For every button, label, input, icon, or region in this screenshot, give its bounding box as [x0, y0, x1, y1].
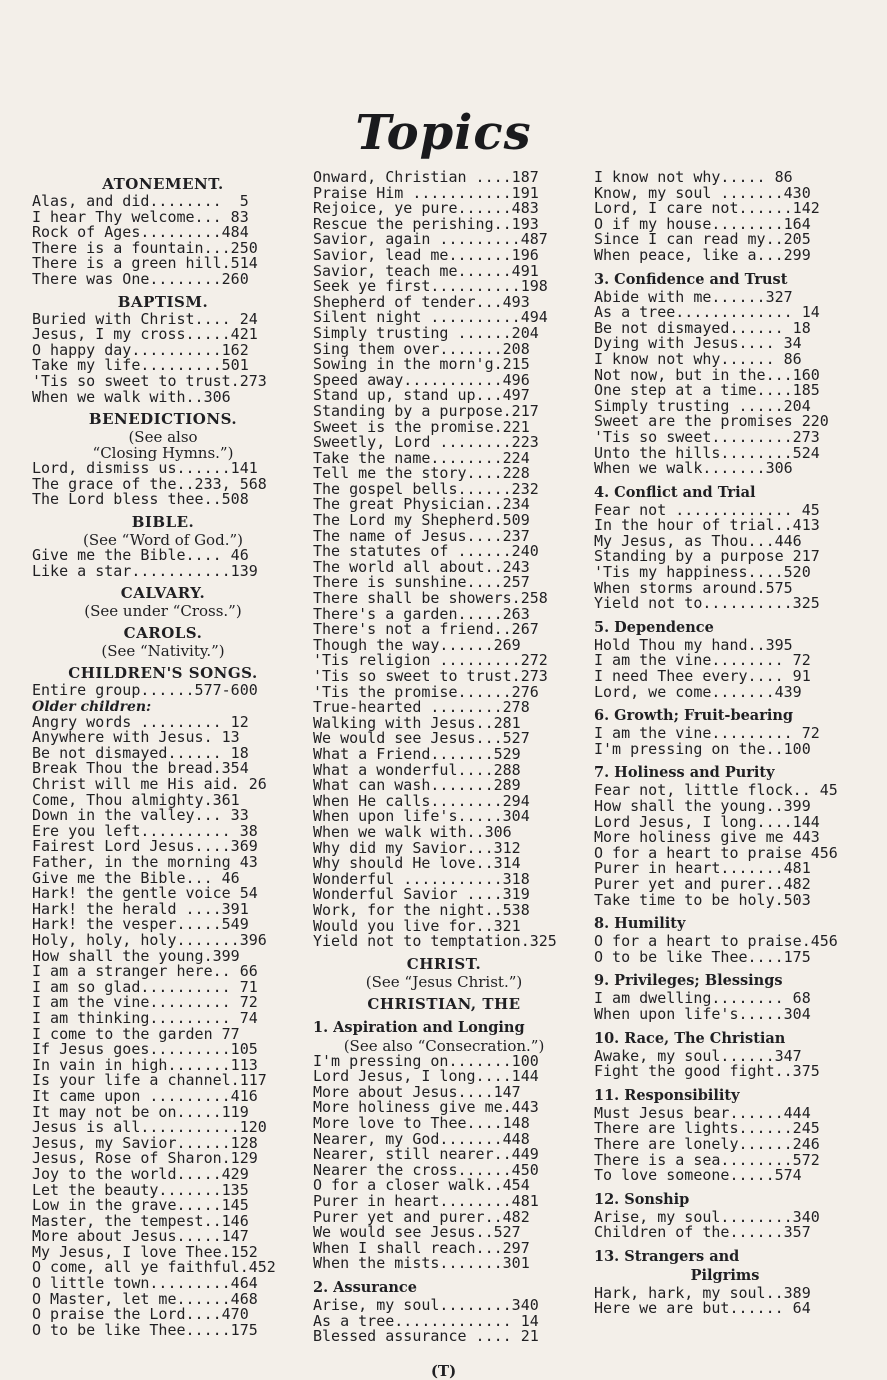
- index-entry: Savior, teach me......491: [313, 263, 539, 280]
- index-entry: Come, Thou almighty.361: [32, 792, 240, 809]
- index-entry: When we walk with..306: [313, 824, 512, 841]
- index-entry: There are lonely......246: [594, 1136, 820, 1153]
- index-entry: I am dwelling........ 68: [594, 991, 811, 1007]
- index-entry: I come to the garden 77: [32, 1026, 240, 1043]
- index-entry: When upon life's.....304: [594, 1006, 811, 1023]
- index-entry: Yield not to..........325: [594, 596, 820, 612]
- topic-heading: CHRIST.: [406, 954, 482, 973]
- index-entry: Simply trusting ......204: [313, 325, 539, 342]
- index-entry: There is a green hill.514: [32, 256, 258, 272]
- index-entry: There is a sea........572: [594, 1152, 820, 1169]
- index-entry: Give me the Bible... 46: [32, 870, 240, 887]
- index-entry: The gospel bells......232: [313, 481, 539, 498]
- index-entry: Ere you left.......... 38: [32, 823, 258, 840]
- index-entry: I am a stranger here.. 66: [32, 964, 258, 980]
- cross-reference-note: (See “Jesus Christ.”): [365, 972, 523, 991]
- index-entry: In vain in high.......113: [32, 1057, 258, 1074]
- index-column-3: [594, 170, 856, 1317]
- index-entry: When upon life's.....304: [313, 809, 530, 825]
- index-entry: Hark! the vesper.....549: [32, 917, 249, 933]
- index-entry: O for a heart to praise.456: [594, 934, 838, 950]
- index-entry: Jesus is all...........120: [32, 1120, 267, 1136]
- index-entry: Down in the valley... 33: [32, 808, 249, 824]
- index-entry: Purer in heart........481: [313, 1194, 539, 1210]
- index-entry: O for a closer walk..454: [313, 1178, 530, 1195]
- subtopic-heading: 12. Sonship: [594, 1190, 690, 1208]
- index-entry: Savior, again .........487: [313, 232, 548, 248]
- index-column-1: [32, 170, 294, 1338]
- index-entry: More holiness give me.443: [313, 1100, 539, 1117]
- index-entry: Fear not ............. 45: [594, 502, 820, 519]
- index-entry: O come, all ye faithful.452: [32, 1260, 276, 1277]
- index-entry: I am so glad.......... 71: [32, 979, 258, 996]
- index-entry: I am the vine......... 72: [594, 726, 820, 742]
- index-column-2: [313, 170, 575, 1345]
- subtopic-heading: 6. Growth; Fruit-bearing: [594, 707, 794, 725]
- cross-reference-note: (See also “Consecration.”): [343, 1036, 545, 1055]
- cross-reference-note: (See under “Cross.”): [84, 602, 242, 621]
- subtopic-heading: 9. Privileges; Blessings: [594, 972, 783, 990]
- index-entry: Hold Thou my hand..395: [594, 637, 793, 654]
- index-entry: Rejoice, ye pure......483: [313, 201, 539, 217]
- index-entry: Sweetly, Lord ........223: [313, 435, 539, 451]
- index-entry: Let the beauty.......135: [32, 1182, 249, 1199]
- index-entry: Must Jesus bear......444: [594, 1105, 811, 1122]
- index-entry: Be not dismayed...... 18: [32, 745, 249, 762]
- index-entry: 'Tis so sweet to trust.273: [313, 669, 548, 685]
- index-entry: Since I can read my..205: [594, 232, 811, 248]
- index-entry: The world all about..243: [313, 559, 530, 576]
- index-entry: Why should He love..314: [313, 856, 521, 872]
- index-entry: Be not dismayed...... 18: [594, 320, 811, 337]
- subtopic-heading: 7. Holiness and Purity: [594, 764, 775, 782]
- index-entry: When storms around.575: [594, 580, 793, 597]
- index-entry: I know not why..... 86: [594, 170, 793, 186]
- index-entry: 'Tis so sweet.........273: [594, 429, 820, 446]
- index-entry: Lord Jesus, I long....144: [313, 1069, 539, 1085]
- index-entry: More holiness give me 443: [594, 830, 820, 846]
- index-entry: We would see Jesus..527: [313, 1225, 521, 1241]
- subtopic-heading: 2. Assurance: [313, 1279, 417, 1296]
- index-entry: Blessed assurance .... 21: [313, 1329, 539, 1345]
- index-entry: More about Jesus....147: [313, 1084, 521, 1101]
- index-entry: Give me the Bible.... 46: [32, 547, 249, 564]
- index-entry: Hark! the gentle voice 54: [32, 886, 258, 902]
- index-entry: As a tree............. 14: [313, 1313, 539, 1330]
- subtopic-heading: 10. Race, The Christian: [594, 1029, 786, 1047]
- index-entry: It came upon .........416: [32, 1088, 258, 1105]
- topic-heading: CHILDREN'S SONGS.: [68, 664, 258, 683]
- index-entry: Sweet are the promises 220: [594, 414, 829, 430]
- index-entry: Fairest Lord Jesus....369: [32, 839, 258, 856]
- index-entry: To love someone.....574: [594, 1168, 802, 1184]
- cross-reference-note: “Closing Hymns.”): [92, 444, 234, 463]
- index-entry: Unto the hills........524: [594, 445, 820, 462]
- index-entry: Speed away...........496: [313, 372, 530, 389]
- index-entry: Fear not, little flock.. 45: [594, 783, 838, 799]
- index-entry: Master, the tempest..146: [32, 1213, 249, 1230]
- index-entry: 'Tis the promise......276: [313, 684, 539, 701]
- index-entry: We would see Jesus...527: [313, 731, 530, 747]
- index-entry: Arise, my soul........340: [313, 1298, 539, 1314]
- index-entry: Wonderful Savior ....319: [313, 887, 530, 903]
- index-entry: Simply trusting .....204: [594, 398, 811, 415]
- index-entry: I'm pressing on.......100: [313, 1053, 539, 1070]
- index-entry: Fight the good fight..375: [594, 1064, 820, 1080]
- index-entry: O little town.........464: [32, 1276, 258, 1292]
- index-entry: O Master, let me......468: [32, 1291, 258, 1308]
- subtopic-heading: 8. Humility: [594, 915, 686, 933]
- index-entry: I am the vine........ 72: [594, 653, 811, 670]
- index-entry: There's not a friend..267: [313, 622, 539, 638]
- index-entry: Abide with me......327: [594, 289, 793, 306]
- index-entry: Buried with Christ.... 24: [32, 311, 258, 328]
- index-entry: Like a star...........139: [32, 563, 258, 580]
- index-entry: Entire group......577-600: [32, 683, 258, 699]
- index-entry: Is your life a channel.117: [32, 1073, 267, 1089]
- index-entry: Though the way......269: [313, 637, 521, 654]
- index-entry: My Jesus, I love Thee.152: [32, 1244, 258, 1261]
- index-entry: Sing them over.......208: [313, 341, 530, 358]
- index-entry: As a tree............. 14: [594, 305, 820, 321]
- index-entry: Rock of Ages.........484: [32, 225, 249, 241]
- index-entry: I know not why...... 86: [594, 351, 802, 368]
- index-entry: Nearer, my God.......448: [313, 1131, 530, 1148]
- index-entry: When He calls........294: [313, 793, 530, 810]
- index-entry: Hark! the herald ....391: [32, 901, 249, 918]
- index-entry: The Lord my Shepherd.509: [313, 513, 530, 529]
- index-entry: When I shall reach...297: [313, 1240, 530, 1257]
- index-entry: If Jesus goes.........105: [32, 1042, 258, 1058]
- index-entry: Work, for the night..538: [313, 902, 530, 919]
- index-entry: Jesus, Rose of Sharon.129: [32, 1151, 258, 1167]
- cross-reference-note: (See also: [128, 428, 198, 447]
- index-entry: Why did my Savior...312: [313, 840, 521, 857]
- index-entry: Know, my soul .......430: [594, 185, 811, 202]
- index-entry: O to be like Thee....175: [594, 949, 811, 966]
- index-entry: Lord, I care not......142: [594, 201, 820, 217]
- topic-heading: CHRISTIAN, THE: [367, 994, 521, 1013]
- index-entry: When we walk with..306: [32, 389, 231, 406]
- cross-reference-note: (See “Word of God.”): [83, 530, 243, 549]
- index-entry: Joy to the world.....429: [32, 1166, 249, 1183]
- page-folio: (T): [430, 1362, 457, 1380]
- index-entry: What can wash.......289: [313, 778, 521, 794]
- index-entry: Father, in the morning 43: [32, 855, 258, 871]
- index-entry: Silent night ..........494: [313, 310, 548, 326]
- index-entry: Nearer, still nearer..449: [313, 1147, 539, 1163]
- index-entry: When the mists.......301: [313, 1256, 530, 1272]
- index-entry: 'Tis my happiness....520: [594, 565, 811, 581]
- index-entry: Standing by a purpose.217: [313, 403, 539, 420]
- index-entry: Holy, holy, holy.......396: [32, 933, 267, 949]
- subtopic-heading: 1. Aspiration and Longing: [313, 1018, 525, 1036]
- index-entry: In the hour of trial..413: [594, 518, 820, 534]
- index-entry: Yield not to temptation.325: [313, 934, 557, 950]
- index-entry: When peace, like a...299: [594, 247, 811, 264]
- index-entry: There shall be showers.258: [313, 591, 548, 607]
- index-entry: The Lord bless thee..508: [32, 492, 249, 508]
- index-entry: Lord, we come.......439: [594, 684, 802, 701]
- index-entry: The name of Jesus....237: [313, 528, 530, 545]
- index-entry: Dying with Jesus.... 34: [594, 336, 802, 352]
- index-entry: Children of the......357: [594, 1225, 811, 1241]
- index-entry: I'm pressing on the..100: [594, 741, 811, 758]
- index-entry: It may not be on.....119: [32, 1104, 249, 1121]
- index-entry: Awake, my soul......347: [594, 1048, 802, 1065]
- index-entry: Here we are but...... 64: [594, 1301, 811, 1318]
- index-entry: More love to Thee....148: [313, 1116, 530, 1132]
- index-entry: What a wonderful....288: [313, 762, 521, 779]
- subtopic-heading: 4. Conflict and Trial: [594, 483, 756, 501]
- index-entry: There was One........260: [32, 271, 249, 288]
- index-entry: Christ will me His aid. 26: [32, 777, 267, 793]
- subgroup-label: Older children:: [32, 698, 152, 715]
- subtopic-heading: 13. Strangers and: [594, 1247, 740, 1265]
- page-title: Topics: [355, 105, 532, 161]
- index-entry: Anywhere with Jesus. 13: [32, 730, 240, 746]
- index-entry: One step at a time....185: [594, 383, 820, 399]
- index-entry: Stand up, stand up...497: [313, 388, 530, 404]
- subtopic-heading: Pilgrims: [690, 1266, 760, 1284]
- index-entry: My Jesus, as Thou...446: [594, 533, 802, 550]
- index-entry: Purer yet and purer..482: [313, 1209, 530, 1226]
- topic-heading: CAROLS.: [123, 624, 203, 643]
- index-entry: Break Thou the bread.354: [32, 761, 249, 778]
- index-entry: Take my life.........501: [32, 358, 249, 374]
- index-entry: Purer yet and purer..482: [594, 876, 811, 893]
- index-entry: Low in the grave.....145: [32, 1198, 249, 1214]
- index-entry: Seek ye first..........198: [313, 279, 548, 295]
- index-entry: I hear Thy welcome... 83: [32, 209, 249, 226]
- index-entry: I am thinking......... 74: [32, 1010, 258, 1027]
- index-entry: There's a garden.....263: [313, 606, 530, 623]
- index-entry: 'Tis religion .........272: [313, 653, 548, 669]
- index-entry: Nearer the cross......450: [313, 1162, 539, 1179]
- index-entry: Savior, lead me.......196: [313, 247, 539, 264]
- subtopic-heading: 5. Dependence: [594, 618, 714, 636]
- index-entry: More about Jesus.....147: [32, 1229, 249, 1245]
- index-entry: 'Tis so sweet to trust.273: [32, 373, 267, 390]
- index-entry: Rescue the perishing..193: [313, 216, 539, 233]
- index-entry: How shall the young..399: [594, 799, 811, 815]
- topic-heading: BIBLE.: [131, 512, 195, 531]
- index-entry: Jesus, my Savior......128: [32, 1135, 258, 1152]
- index-entry: Alas, and did........ 5: [32, 194, 249, 210]
- cross-reference-note: (See “Nativity.”): [101, 642, 225, 661]
- index-entry: Tell me the story....228: [313, 466, 530, 482]
- index-entry: Arise, my soul........340: [594, 1209, 820, 1226]
- index-entry: There are lights......245: [594, 1121, 820, 1137]
- index-entry: How shall the young.399: [32, 948, 240, 965]
- index-entry: O for a heart to praise 456: [594, 845, 838, 862]
- subtopic-heading: 11. Responsibility: [594, 1086, 740, 1104]
- index-entry: Shepherd of tender...493: [313, 294, 530, 311]
- index-entry: O happy day..........162: [32, 342, 249, 359]
- index-entry: Standing by a purpose 217: [594, 549, 820, 566]
- index-entry: Take time to be holy.503: [594, 892, 811, 909]
- topic-heading: CALVARY.: [120, 584, 206, 603]
- index-entry: There is a fountain...250: [32, 240, 258, 257]
- index-entry: True-hearted ........278: [313, 700, 530, 716]
- index-entry: O if my house........164: [594, 216, 811, 233]
- index-entry: Would you live for..321: [313, 918, 521, 935]
- index-entry: Onward, Christian ....187: [313, 170, 539, 186]
- index-entry: O praise the Lord....470: [32, 1307, 249, 1323]
- index-entry: Lord Jesus, I long....144: [594, 814, 820, 831]
- index-entry: Sweet is the promise.221: [313, 419, 530, 436]
- index-entry: What a Friend.......529: [313, 746, 521, 763]
- index-entry: There is sunshine....257: [313, 575, 530, 592]
- index-entry: I am the vine......... 72: [32, 995, 258, 1011]
- index-entry: Take the name........224: [313, 450, 530, 467]
- index-entry: The statutes of ......240: [313, 544, 539, 560]
- index-entry: O to be like Thee.....175: [32, 1322, 258, 1339]
- index-entry: Not now, but in the...160: [594, 367, 820, 384]
- index-entry: The grace of the..233, 568: [32, 476, 267, 493]
- topic-heading: ATONEMENT.: [102, 175, 224, 193]
- topic-heading: BENEDICTIONS.: [88, 410, 238, 429]
- index-entry: Hark, hark, my soul..389: [594, 1285, 811, 1302]
- index-entry: The great Physician..234: [313, 497, 530, 514]
- index-entry: I need Thee every.... 91: [594, 669, 811, 685]
- index-entry: Lord, dismiss us......141: [32, 461, 258, 477]
- index-entry: Jesus, I my cross.....421: [32, 327, 258, 343]
- index-entry: Purer in heart.......481: [594, 861, 811, 877]
- topic-heading: BAPTISM.: [117, 292, 209, 311]
- index-entry: Angry words ......... 12: [32, 714, 249, 731]
- index-entry: Praise Him ...........191: [313, 185, 539, 202]
- index-entry: Sowing in the morn'g.215: [313, 357, 530, 373]
- subtopic-heading: 3. Confidence and Trust: [594, 270, 788, 288]
- index-entry: Wonderful ...........318: [313, 871, 530, 888]
- index-entry: When we walk.......306: [594, 461, 793, 477]
- index-entry: Walking with Jesus..281: [313, 715, 521, 732]
